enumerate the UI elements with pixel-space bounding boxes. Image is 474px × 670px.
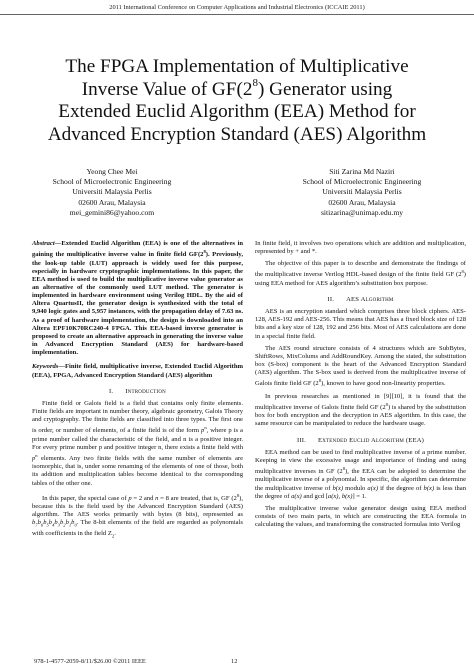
title-line-4: Advanced Encryption Standard (AES) Algorithm (47, 123, 427, 145)
left-column (32, 240, 243, 540)
footer-isbn: 978-1-4577-2059-8/11/$26.00 ©2011 IEEE (34, 658, 146, 665)
title-line-2: Inverse Value of $GF(2^8)$ Generator using (81, 77, 393, 100)
author-university: Universiti Malaysia Perlis (322, 187, 402, 197)
right-paragraph-1: The objective of this paper is to describe and demonstrate the findings of the multiplicative inverse Verilog HDL-based design of the finite field GF $(2^8)$ using EEA method for AES algorithm’s substitution box purpose. (255, 260, 466, 287)
section-heading-eea: III. Extended Euclid Algorithm (EEA) (296, 436, 425, 444)
author-dept: School of Microelectronic Engineering (302, 177, 422, 187)
aes-paragraph-3: In previous researches as mentioned in [9][10], it is found that the multiplicative inverse of Galois finite field GF $(2^8)$ is shared by the substitution box for both encryption and the decryption in AES algorithm. In this case, the same resource can be manipulated to reduce the hardware usage. (255, 392, 466, 428)
section-heading-introduction: I. Introduction (109, 387, 166, 395)
title-line-3: Extended Euclid Algorithm (EEA) Method for (58, 101, 416, 122)
author-2 (252, 167, 472, 218)
author-block (0, 167, 474, 227)
author-1 (2, 167, 222, 218)
author-university: Universiti Malaysia Perlis (72, 187, 152, 197)
aes-paragraph-1: AES is an encryption standard which comprises three block ciphers. AES-128, AES-192 and AES-256. This means that AES has a fixed block size of 128 bits and a key size of 128, 192 and 256 bits. Most of AES calculations are done in a special finite field. (255, 308, 466, 340)
aes-paragraph-2: The AES round structure consists of 4 structures which are SubBytes, ShiftRows, MixColums and AddRoundKey. Among the stated, the substitution box (S-box) component is the heart of the Advanced Encryption Standard (AES) algorithm. The S-box used is derived from the multiplicative inverse of Galois finite field GF $(2^8)$, known to have good non-linearity properties. (255, 344, 466, 388)
conference-header: 2011 International Conference on Computer Applications and Industrial Electronics (ICCAIE 2011) (0, 4, 474, 15)
author-name: Yeong Chee Mei (86, 167, 138, 176)
abstract: Abstract—Extended Euclid Algorithm (EEA) is one of the alternatives in gaining the multiplicative inverse value in finite field $GF(2^8)$. Previously, the look-up table (LUT) approach is widely used for this purpose, especially in hardware cryptographic implementations. In this paper, the EEA method is used to build the multiplicative inverse value generator as an alternative of the commonly used LUT method. The generator is implemented in hardware environment using Verilog HDL. By the aid of Altera QuartusII, the generator design is synthesized with the total of 9,940 logic gates and 5,957 instances, with the propagation delay of 7.63 ns. As a proof of hardware implementation, the design is downloaded into an Altera EPF10K70RC240-4 FPGA. This EEA-based inverse generator is proposed to create an alternative approach in generating the inverse value in Advanced Encryption Standard (AES) for hardware-based implementation. (32, 240, 243, 357)
right-paragraph-0: In finite field, it involves two operations which are addition and multiplication, represented by + and *. (255, 240, 466, 256)
section-heading-aes: II. AES Algorithm (327, 295, 394, 303)
paper-title (20, 56, 454, 146)
author-name: Siti Zarina Md Naziri (329, 167, 395, 176)
author-address: 02600 Arau, Malaysia (78, 197, 146, 207)
author-address: 02600 Arau, Malaysia (328, 197, 396, 207)
right-column (255, 240, 466, 529)
author-dept: School of Microelectronic Engineering (52, 177, 172, 187)
intro-paragraph-1: Finite field or Galois field is a field that contains only finite elements. Finite fields are important in number theory, algebraic geometry, Galois Theory and cryptography. The finite fields are classified into three types. The first one is order, or number of elements, of a finite field is of the form $p^n$, where p is a prime number called the characteristic of the field, and n is a positive integer. For every prime number p and positive integer n, there exists a finite field with $p^n$ elements. Any two finite fields with the same number of elements are isomorphic, that is, under some renaming of the elements of one of those, both its addition and multiplication tables become identical to the corresponding tables of the other one. (32, 399, 243, 487)
title-line-1: The FPGA Implementation of Multiplicative (65, 56, 409, 77)
author-email: sitizarina@unimap.edu.my (320, 207, 404, 217)
eea-paragraph-2: The multiplicative inverse value generator design using EEA method consists of two main parts, in which are constructing the EEA formula in calculating the values, and transforming the constructed formulas into Verilog (255, 504, 466, 529)
eea-paragraph-1: EEA method can be used to find multiplicative inverse of a prime number. Keeping in view the excessive usage and importance of finding and using multiplicative inverses in GF $(2^8)$, the EEA can be adopted to determine the multiplicative inverse of a polynomial. In specific, the algorithm can determine the multiplicative inverse of b(x) modulo a(x) if the degree of b(x) is less than the degree of a(x) and gcd [a(x), b(x)] = 1. (255, 448, 467, 500)
author-email: mei_gemini86@yahoo.com (69, 207, 155, 217)
keywords: Keywords—Finite field, multiplicative inverse, Extended Euclid Algorithm (EEA), FPGA, Advanced Encryption Standard (AES) algorithm (32, 363, 243, 379)
intro-paragraph-2: In this paper, the special case of p = 2 and n = 8 are treated, that is, GF $(2^8)$, because this is the field used by the Advanced Encryption Standard (AES) algorithm. The AES works primarily with bytes (8 bits), represented as $b_7b_6b_5b_4b_3b_2b_1b_0$. The 8-bit elements of the field are regarded as polynomials with coefficients in the field $Z_2$. (32, 492, 243, 539)
page-number: 12 (231, 658, 238, 665)
